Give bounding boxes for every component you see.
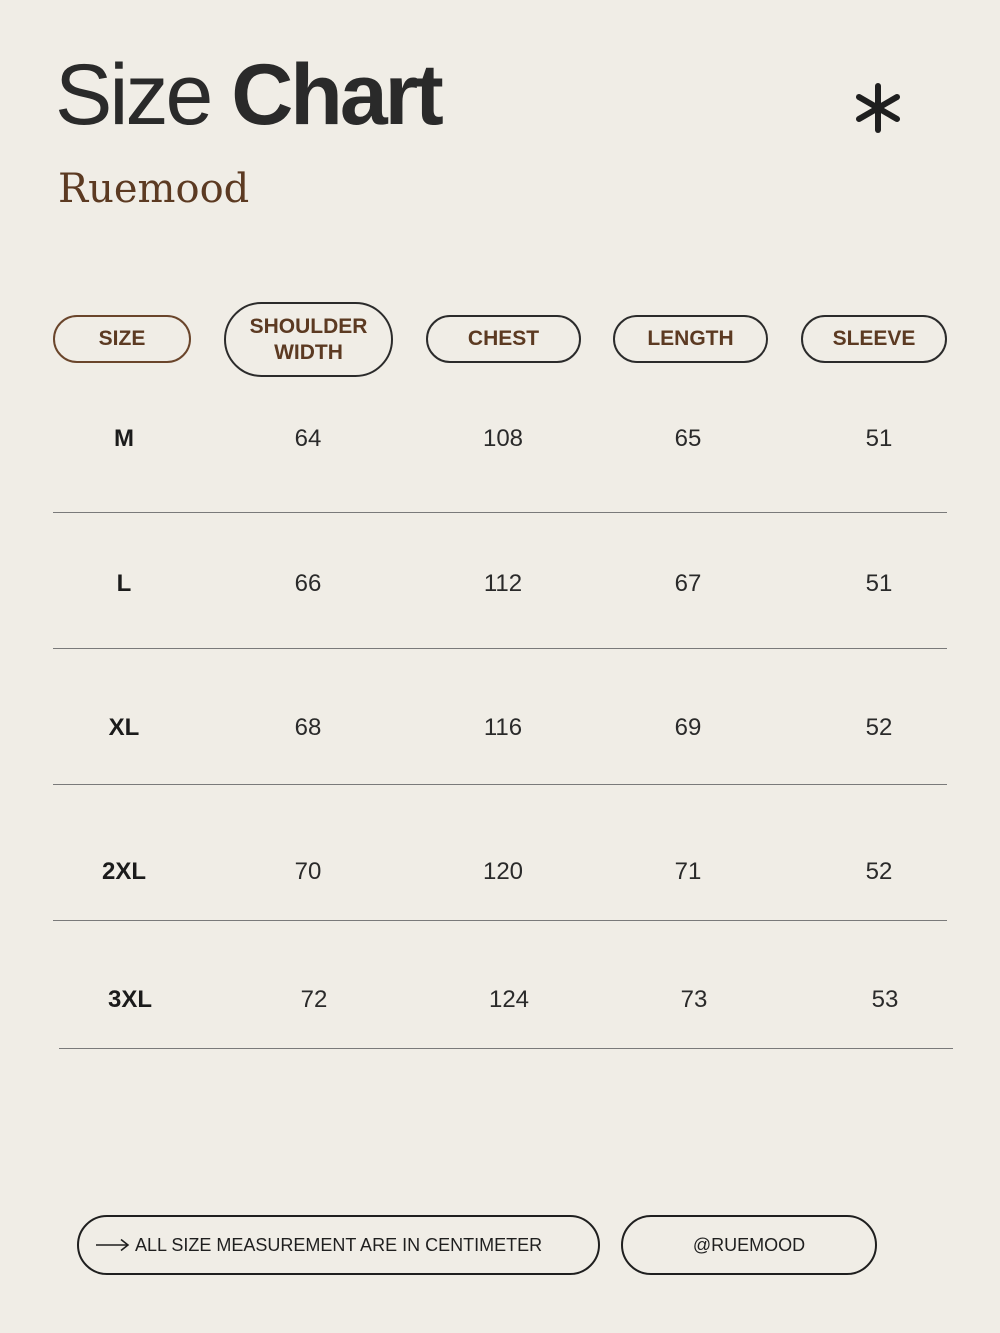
social-handle (621, 1215, 877, 1275)
column-header-line: SHOULDER (249, 315, 368, 339)
measurement-note (77, 1215, 600, 1275)
column-header-label: LENGTH (647, 327, 734, 351)
size-cell: 3XL (107, 986, 152, 1013)
shoulder-cell: 64 (294, 425, 322, 452)
asterisk-icon (848, 78, 908, 138)
chest-cell: 124 (488, 986, 530, 1013)
column-header-shoulder-width (224, 302, 393, 377)
column-header-line: WIDTH (274, 340, 343, 364)
page-title (55, 47, 441, 143)
column-header-label: CHEST (467, 327, 540, 351)
length-cell: 73 (680, 986, 708, 1013)
sleeve-cell: 51 (865, 425, 893, 452)
length-cell: 65 (674, 425, 702, 452)
column-header-chest (426, 315, 581, 363)
row-divider (53, 512, 947, 513)
sleeve-cell: 53 (871, 986, 899, 1013)
arrow-right-icon (95, 1238, 131, 1252)
column-header-length (613, 315, 768, 363)
shoulder-cell: 70 (294, 858, 322, 885)
chest-cell: 116 (483, 714, 523, 741)
column-header-label (250, 314, 368, 364)
row-divider (59, 1048, 953, 1049)
column-header-size (53, 315, 191, 363)
row-divider (53, 920, 947, 921)
measurement-note-text: ALL SIZE MEASUREMENT ARE IN CENTIMETER (135, 1234, 543, 1255)
length-cell: 71 (674, 858, 702, 885)
size-cell: XL (108, 714, 140, 741)
brand-name: Ruemood (58, 166, 250, 212)
chest-cell: 120 (482, 858, 524, 885)
column-header-label: SIZE (98, 327, 146, 351)
size-cell: 2XL (101, 858, 146, 885)
size-cell: M (114, 425, 134, 452)
title-bold: Chart (231, 47, 441, 143)
social-handle-text: @RUEMOOD (692, 1234, 806, 1255)
length-cell: 67 (674, 570, 702, 597)
row-divider (53, 648, 947, 649)
chest-cell: 112 (483, 570, 523, 597)
column-header-label: SLEEVE (832, 327, 916, 351)
column-header-sleeve (801, 315, 947, 363)
shoulder-cell: 68 (294, 714, 322, 741)
size-cell: L (116, 570, 132, 597)
title-light: Size (55, 47, 211, 143)
sleeve-cell: 52 (865, 858, 893, 885)
shoulder-cell: 66 (294, 570, 322, 597)
shoulder-cell: 72 (300, 986, 328, 1013)
chest-cell: 108 (482, 425, 524, 452)
row-divider (53, 784, 947, 785)
length-cell: 69 (674, 714, 702, 741)
sleeve-cell: 51 (865, 570, 893, 597)
sleeve-cell: 52 (865, 714, 893, 741)
